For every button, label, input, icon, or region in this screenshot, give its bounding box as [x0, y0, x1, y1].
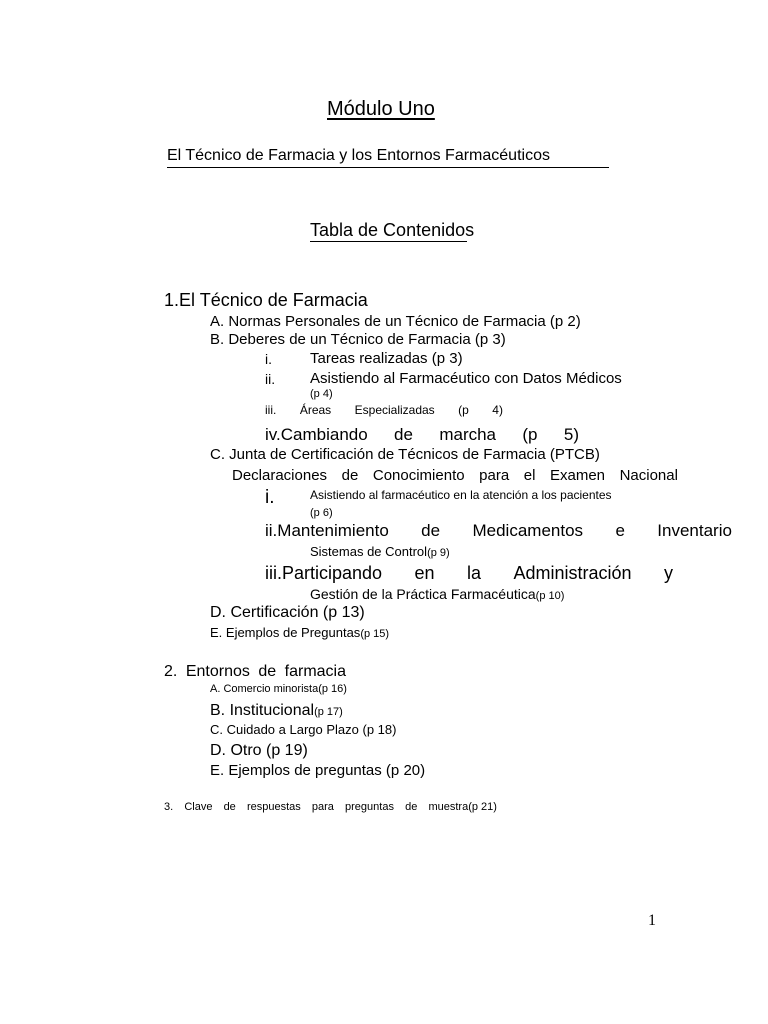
- toc-entry-2a: A. Comercio minorista(p 16): [210, 683, 347, 695]
- section-2-title: [164, 664, 346, 680]
- word: la: [467, 563, 482, 583]
- word: marcha: [439, 425, 497, 444]
- toc-entry-1b-i-number: i.: [265, 351, 272, 367]
- word: de: [405, 801, 418, 813]
- entry-page: (p 17): [314, 706, 343, 718]
- word: Administración: [513, 563, 632, 583]
- word: de: [341, 467, 359, 484]
- toc-entry-1c-ii: [265, 522, 732, 539]
- toc-title: Tabla de Contenidos: [310, 220, 475, 240]
- toc-entry-1c: C. Junta de Certificación de Técnicos de Farmacia (PTCB): [210, 446, 600, 463]
- word: preguntas: [345, 801, 394, 813]
- word: y: [663, 563, 673, 583]
- word: (p: [458, 403, 469, 417]
- word: de: [394, 425, 413, 444]
- toc-entry-1e: [210, 626, 389, 640]
- toc-entry-2b: [210, 703, 343, 719]
- toc-entry-1c-iii: [265, 564, 673, 582]
- word: (p: [522, 425, 538, 444]
- word: 4): [492, 403, 503, 417]
- word: iii.Participando: [265, 563, 383, 583]
- section-1-title: 1.El Técnico de Farmacia: [164, 290, 368, 310]
- toc-entry-1b-iv: [265, 426, 579, 443]
- word: Declaraciones: [232, 467, 328, 484]
- module-title: Módulo Uno: [327, 98, 435, 120]
- word: para: [311, 801, 334, 813]
- toc-entry-1b-ii: Asistiendo al Farmacéutico con Datos Médicos: [310, 370, 622, 387]
- section-3-title: [164, 802, 497, 813]
- word: respuestas: [246, 801, 301, 813]
- word: Medicamentos: [472, 521, 584, 540]
- module-subtitle: El Técnico de Farmacia y los Entornos Farmacéuticos: [167, 148, 609, 168]
- toc-entry-1d: D. Certificación (p 13): [210, 604, 365, 621]
- word: Especializadas: [354, 403, 435, 417]
- toc-entry-1c-i-page: (p 6): [310, 507, 333, 519]
- word: Entornos: [185, 663, 250, 680]
- toc-entry-2d: D. Otro (p 19): [210, 742, 308, 759]
- word: de: [258, 663, 277, 680]
- entry-page: (p 9): [427, 547, 450, 559]
- word: 2.: [164, 663, 178, 680]
- word: Examen: [549, 467, 606, 484]
- toc-entry-1b: B. Deberes de un Técnico de Farmacia (p 3): [210, 331, 506, 348]
- entry-text: B. Institucional: [210, 702, 315, 719]
- word: 5): [563, 425, 579, 444]
- word: iii.: [265, 403, 277, 417]
- toc-entry-1c-ii-continued: [310, 545, 450, 559]
- toc-entry-1c-i: Asistiendo al farmacéutico en la atención a los pacientes: [310, 488, 612, 502]
- word: e: [615, 521, 625, 540]
- toc-entry-2e: E. Ejemplos de preguntas (p 20): [210, 762, 426, 779]
- entry-page: (p 15): [360, 628, 390, 640]
- word: Inventario: [657, 521, 732, 540]
- toc-entry-1a: A. Normas Personales de un Técnico de Farmacia (p 2): [210, 313, 581, 330]
- page-number: 1: [648, 912, 656, 929]
- word: ii.Mantenimiento: [265, 521, 389, 540]
- word: Áreas: [299, 403, 332, 417]
- toc-entry-2c: C. Cuidado a Largo Plazo (p 18): [210, 722, 397, 737]
- toc-entry-1b-iii: [265, 404, 503, 416]
- word: iv.Cambiando: [265, 425, 368, 444]
- toc-entry-1b-i: Tareas realizadas (p 3): [310, 350, 463, 367]
- word: farmacia: [284, 663, 346, 680]
- entry-text: Gestión de la Práctica Farmacéutica: [310, 586, 536, 602]
- word: para: [479, 467, 510, 484]
- toc-entry-1c-subtitle: [232, 468, 678, 483]
- word: de: [421, 521, 441, 540]
- toc-entry-1c-iii-continued: [310, 587, 564, 602]
- word: Nacional: [619, 467, 678, 484]
- entry-text: E. Ejemplos de Preguntas: [210, 625, 361, 640]
- entry-text: Sistemas de Control: [310, 544, 428, 559]
- entry-page: (p 10): [535, 590, 565, 602]
- toc-entry-1b-ii-number: ii.: [265, 371, 276, 387]
- toc-entry-1c-i-number: i.: [265, 487, 275, 508]
- word: Conocimiento: [372, 467, 465, 484]
- toc-entry-1b-ii-page: (p 4): [310, 388, 333, 400]
- word: Clave: [184, 801, 213, 813]
- word: 3.: [164, 801, 174, 813]
- word: de: [223, 801, 236, 813]
- word: en: [414, 563, 435, 583]
- word: muestra(p 21): [428, 801, 497, 813]
- word: el: [523, 467, 536, 484]
